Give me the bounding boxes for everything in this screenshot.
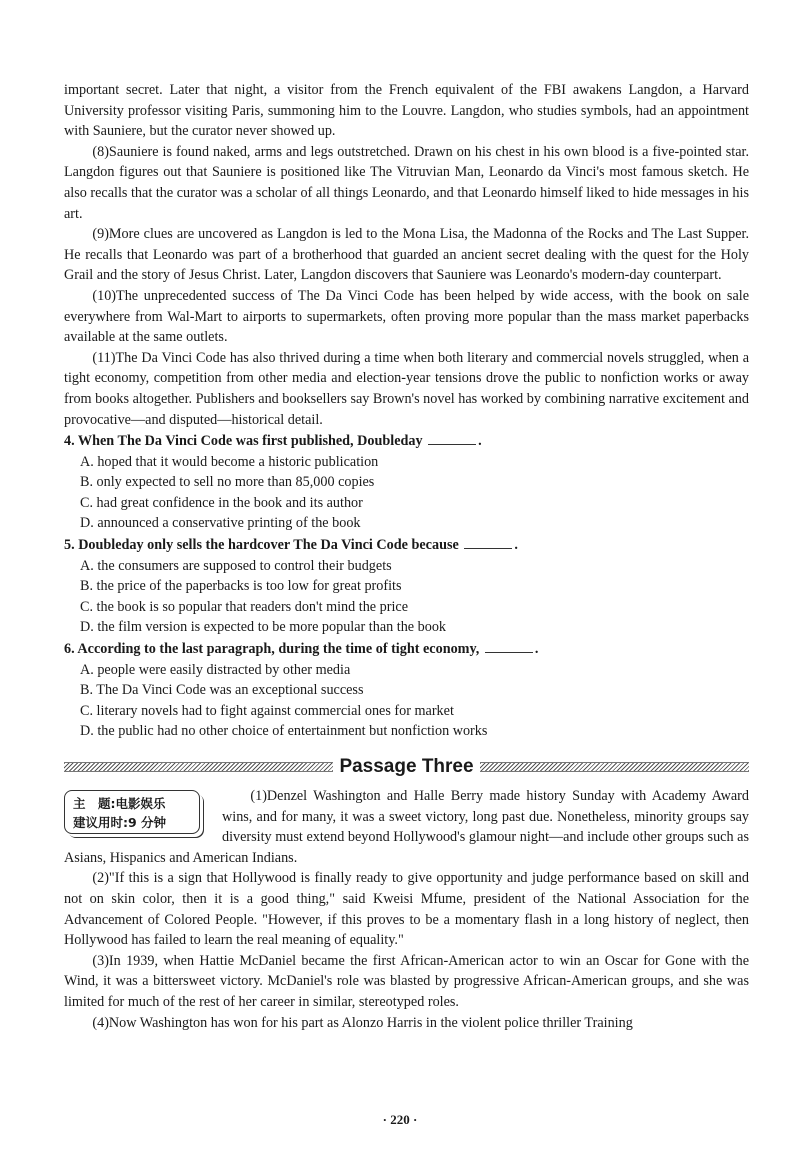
option-6a: A. people were easily distracted by other media [80, 661, 351, 678]
paragraph-9: (9)More clues are uncovered as Langdon is led to the Mona Lisa, the Madonna of the Rocks and The Last Supper. He recalls that Leonardo was part of a brotherhood that guarded an ancient secret dealing with the quest for the Holy Grail and the story of Jesus Christ. Later, Langdon discovers that Sauniere was Leonardo's modern-day counterpart. [64, 226, 749, 284]
p3-paragraph-2: (2)"If this is a sign that Hollywood is finally ready to give opportunity and judge performance based on skill and not on skin color, then it is a good thing," said Kweisi Mfume, president of the National Association for the Advancement of Colored People. "However, if this proves to be a momentary flash in a long history of neglect, then Hollywood has failed to learn the real meaning of equality." [64, 870, 749, 949]
paragraph-8: (8)Sauniere is found naked, arms and legs outstretched. Drawn on his chest in his own blood is a five-pointed star. Langdon figures out that Sauniere is positioned like The Vitruvian Man, Leonardo da Vinci's most famous sketch. He also recalls that the curator was a scholar of all things Leonardo, and that Leonardo himself liked to hide messages in his art. [64, 143, 749, 222]
passage-title: Passage Three [339, 756, 474, 777]
question-stem: 5. Doubleday only sells the hardcover The Da Vinci Code because [64, 537, 459, 554]
option-5d: D. the film version is expected to be more popular than the book [80, 619, 447, 636]
topic-label: 主 题:电影娱乐 [73, 796, 166, 811]
answer-blank [428, 432, 476, 445]
paragraph-10: (10)The unprecedented success of The Da Vinci Code has been helped by wide access, with the book on sale everywhere from Wal-Mart to airports to supermarkets, often proving more popular than the mass market paperbacks available at the same outlets. [64, 287, 749, 346]
page-content [64, 80, 749, 1033]
option-6c: C. literary novels had to fight against commercial ones for market [80, 702, 454, 719]
option-5a: A. the consumers are supposed to control their budgets [80, 557, 392, 574]
question-stem: 6. According to the last paragraph, during the time of tight economy, [64, 641, 480, 658]
option-5c: C. the book is so popular that readers don't mind the price [80, 598, 409, 615]
question-4: 4. When The Da Vinci Code was first published, Doubleday . [64, 433, 482, 450]
page-number: · 220 · [382, 1112, 418, 1127]
info-box [64, 790, 200, 834]
question-6: 6. According to the last paragraph, during the time of tight economy, . [64, 641, 539, 658]
p3-paragraph-4: (4)Now Washington has won for his part as Alonzo Harris in the violent police thriller Training [92, 1014, 633, 1031]
option-4b: B. only expected to sell no more than 85,000 copies [80, 474, 375, 491]
time-label: 建议用时:9 分钟 [73, 815, 167, 830]
option-4a: A. hoped that it would become a historic publication [80, 453, 379, 470]
hatch-left [64, 762, 333, 772]
option-4c: C. had great confidence in the book and its author [80, 494, 363, 511]
option-6d: D. the public had no other choice of entertainment but nonfiction works [80, 723, 488, 740]
paragraph-11: (11)The Da Vinci Code has also thrived during a time when both literary and commercial novels struggled, when a tight economy, competition from other media and election-year tensions drove the public to nonfiction works or away from books altogether. Publishers and booksellers say Brown's novel has worked by combining narrative excitement and provocative—and disputed—historical detail. [64, 349, 749, 428]
p3-paragraph-3: (3)In 1939, when Hattie McDaniel became the first African-American actor to win an Oscar for Gone with the Wind, it was a bittersweet victory. McDaniel's role was blasted by progressive African-American groups, and she was limited for much of the rest of her career in similar, stereotyped roles. [64, 952, 749, 1010]
option-6b: B. The Da Vinci Code was an exceptional success [80, 682, 364, 699]
answer-blank [485, 640, 533, 653]
answer-blank [464, 536, 512, 549]
question-stem: 4. When The Da Vinci Code was first published, Doubleday [64, 433, 423, 450]
option-5b: B. the price of the paperbacks is too low for great profits [80, 578, 402, 595]
option-4d: D. announced a conservative printing of the book [80, 515, 361, 532]
p3-paragraph-1: (1)Denzel Washington and Halle Berry made history Sunday with Academy Award wins, and for many, it was a sweet victory, long past due. Nonetheless, minority groups say diversity must extend beyond Hollywood's glamour night—and include other groups such as Asians, Hispanics and American Indians. [64, 788, 749, 866]
paragraph-7-continued: important secret. Later that night, a visitor from the French equivalent of the FBI awakens Langdon, a Harvard University professor visiting Paris, summoning him to the Louvre. Langdon, who studies symbols, had an appointment with Sauniere, but the curator never showed up. [64, 82, 749, 140]
question-5: 5. Doubleday only sells the hardcover The Da Vinci Code because . [64, 537, 518, 554]
hatch-right [480, 762, 749, 772]
passage-three-divider [64, 754, 749, 780]
